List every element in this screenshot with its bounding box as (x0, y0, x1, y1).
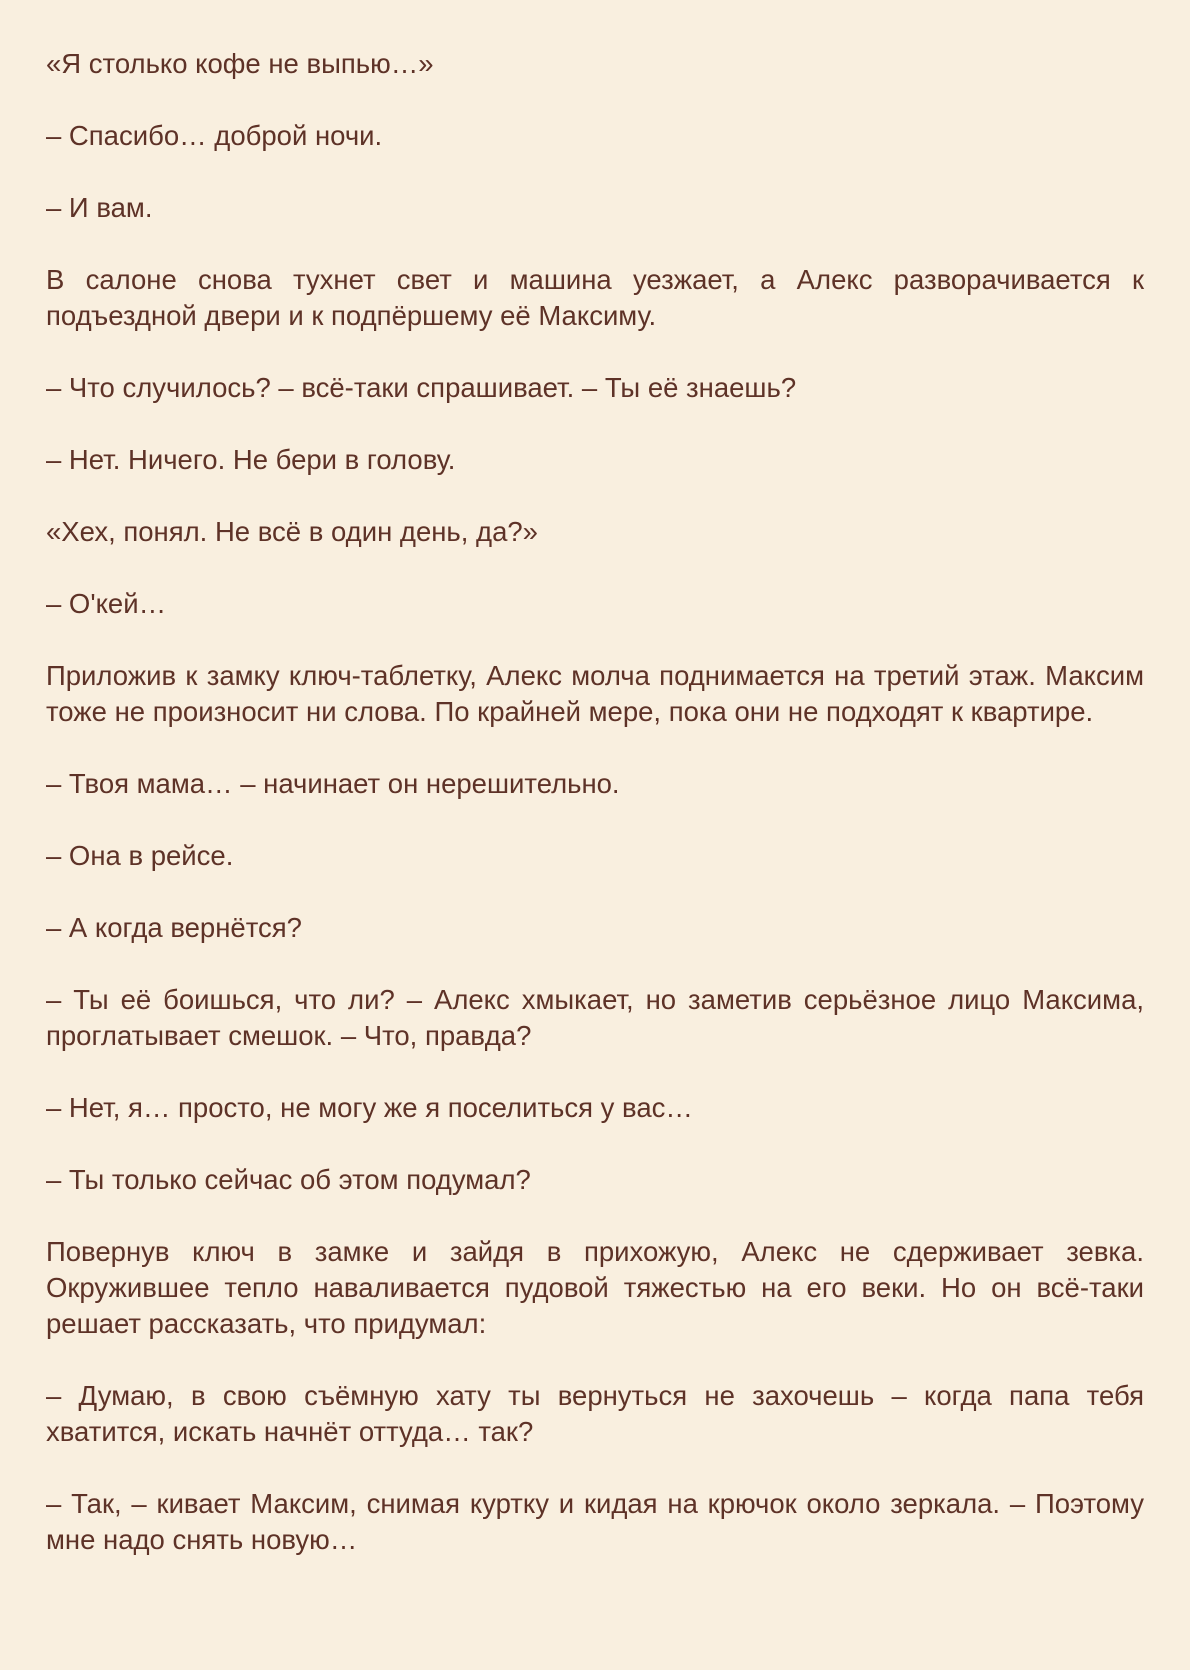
paragraph-12: – А когда вернётся? (46, 912, 302, 943)
paragraph-15: – Ты только сейчас об этом подумал? (46, 1164, 531, 1195)
paragraph-17: – Думаю, в свою съёмную хату ты вернуться не захочешь – когда папа тебя хватится, искать начнёт оттуда… так? (46, 1380, 1144, 1447)
paragraph-4: В салоне снова тухнет свет и машина уезжает, а Алекс разворачивается к подъездной двери и к подпёршему её Максиму. (46, 264, 1144, 331)
paragraph-2: – Спасибо… доброй ночи. (46, 120, 383, 151)
paragraph-1: «Я столько кофе не выпью…» (46, 48, 434, 79)
book-page (46, 46, 1144, 1558)
paragraph-9: Приложив к замку ключ-таблетку, Алекс молча поднимается на третий этаж. Максим тоже не произносит ни слова. По крайней мере, пока они не подходят к квартире. (46, 660, 1144, 727)
paragraph-10: – Твоя мама… – начинает он нерешительно. (46, 768, 620, 799)
paragraph-5: – Что случилось? – всё-таки спрашивает. – Ты её знаешь? (46, 372, 797, 403)
paragraph-11: – Она в рейсе. (46, 840, 234, 871)
paragraph-6: – Нет. Ничего. Не бери в голову. (46, 444, 456, 475)
paragraph-14: – Нет, я… просто, не могу же я поселиться у вас… (46, 1092, 693, 1123)
paragraph-8: – О'кей… (46, 588, 167, 619)
paragraph-13: – Ты её боишься, что ли? – Алекс хмыкает, но заметив серьёзное лицо Максима, проглатывает смешок. – Что, правда? (46, 984, 1144, 1051)
paragraph-3: – И вам. (46, 192, 153, 223)
paragraph-7: «Хех, понял. Не всё в один день, да?» (46, 516, 538, 547)
paragraph-16: Повернув ключ в замке и зайдя в прихожую, Алекс не сдерживает зевка. Окружившее тепло наваливается пудовой тяжестью на его веки. Но он всё-таки решает рассказать, что придумал: (46, 1236, 1144, 1339)
paragraph-18: – Так, – кивает Максим, снимая куртку и кидая на крючок около зеркала. – Поэтому мне надо снять новую… (46, 1488, 1144, 1555)
